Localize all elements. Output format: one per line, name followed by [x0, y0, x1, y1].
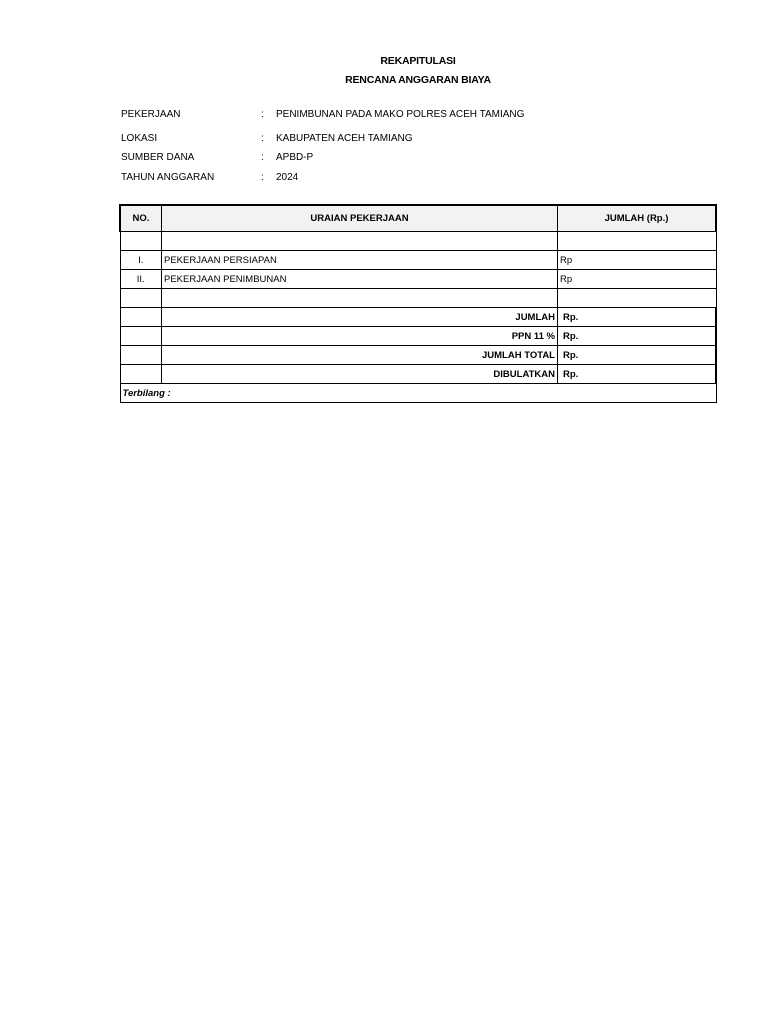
row-desc: PEKERJAAN PERSIAPAN — [162, 251, 558, 270]
terbilang-label: Terbilang : — [120, 384, 716, 403]
info-label: PEKERJAAN — [121, 109, 181, 120]
info-colon: : — [261, 133, 264, 144]
summary-row-ppn — [120, 327, 716, 346]
info-value: 2024 — [276, 172, 299, 183]
doc-title: REKAPITULASI — [380, 55, 456, 67]
summary-amount: Rp. — [558, 365, 717, 384]
header-desc: URAIAN PEKERJAAN — [162, 205, 558, 232]
budget-table — [119, 204, 717, 403]
doc-subtitle: RENCANA ANGGARAN BIAYA — [345, 74, 491, 86]
info-label: TAHUN ANGGARAN — [121, 172, 215, 183]
summary-amount: Rp. — [558, 327, 717, 346]
info-colon: : — [261, 172, 264, 183]
info-colon: : — [261, 152, 264, 163]
info-label: LOKASI — [121, 133, 158, 144]
summary-row-total — [120, 346, 716, 365]
row-no: II. — [120, 270, 162, 289]
info-value: APBD-P — [276, 152, 314, 163]
summary-amount: Rp. — [558, 346, 717, 365]
header-no: NO. — [120, 205, 162, 232]
table-row — [120, 251, 716, 270]
terbilang-row — [120, 384, 716, 403]
summary-label: JUMLAH — [162, 308, 558, 327]
summary-label: DIBULATKAN — [162, 365, 558, 384]
info-label: SUMBER DANA — [121, 152, 195, 163]
table-row-empty — [120, 232, 716, 251]
info-value: KABUPATEN ACEH TAMIANG — [276, 133, 413, 144]
row-desc: PEKERJAAN PENIMBUNAN — [162, 270, 558, 289]
summary-row-jumlah — [120, 308, 716, 327]
table-row — [120, 270, 716, 289]
summary-row-dibulatkan — [120, 365, 716, 384]
table-row-empty — [120, 289, 716, 308]
table-header-row — [120, 205, 716, 232]
row-amount: Rp — [558, 251, 717, 270]
row-no: I. — [120, 251, 162, 270]
summary-amount: Rp. — [558, 308, 717, 327]
row-amount: Rp — [558, 270, 717, 289]
summary-label: PPN 11 % — [162, 327, 558, 346]
summary-label: JUMLAH TOTAL — [162, 346, 558, 365]
header-amount: JUMLAH (Rp.) — [558, 205, 717, 232]
info-colon: : — [261, 109, 264, 120]
info-value: PENIMBUNAN PADA MAKO POLRES ACEH TAMIANG — [276, 109, 525, 120]
